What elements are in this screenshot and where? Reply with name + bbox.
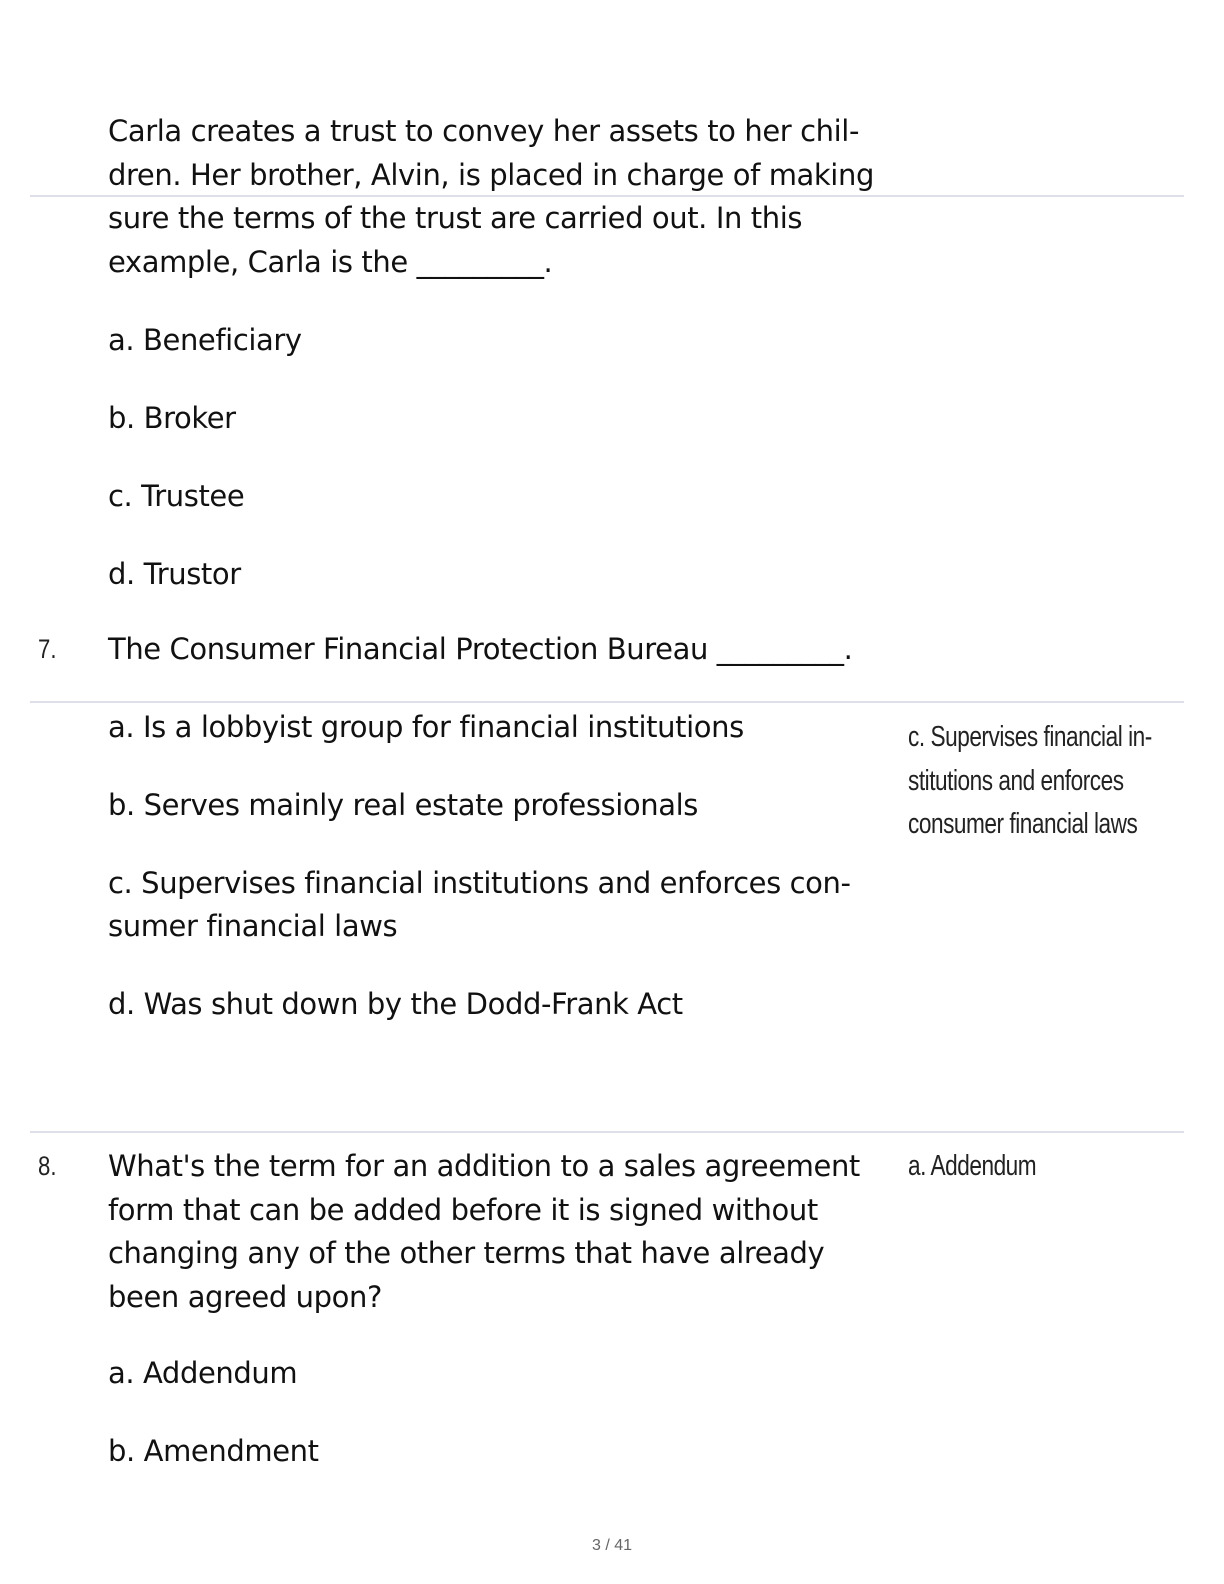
- q7-answer: [908, 716, 1152, 847]
- row-divider: [30, 701, 1184, 703]
- answer-line: consumer financial laws: [908, 808, 1138, 840]
- q7-option-a: a. Is a lobbyist group for financial institutions: [108, 710, 744, 744]
- q8-option-b: b. Amendment: [108, 1434, 319, 1468]
- answer-line: stitutions and enforces: [908, 764, 1124, 797]
- row-divider: [30, 1131, 1184, 1133]
- q7-option-d: d. Was shut down by the Dodd-Frank Act: [108, 987, 683, 1021]
- q6-option-a: a. Beneficiary: [108, 323, 302, 357]
- question-line: been agreed upon?: [108, 1279, 382, 1314]
- question-number: 7.: [38, 634, 57, 664]
- q7-option-b: b. Serves mainly real estate professionals: [108, 788, 698, 822]
- question-line: Carla creates a trust to convey her assets to her chil-: [108, 114, 860, 148]
- option-line: sumer financial laws: [108, 909, 398, 943]
- q6-option-b: b. Broker: [108, 401, 236, 435]
- q8-option-a: a. Addendum: [108, 1356, 298, 1390]
- question-line: sure the terms of the trust are carried out. In this: [108, 201, 803, 235]
- question-line: example, Carla is the _________.: [108, 244, 553, 279]
- question-8-text: [108, 1145, 908, 1319]
- page-number: 3 / 41: [591, 1537, 633, 1554]
- question-number: 8.: [38, 1151, 57, 1181]
- question-line: dren. Her brother, Alvin, is placed in charge of making: [108, 157, 874, 192]
- q8-answer: a. Addendum: [908, 1150, 1037, 1182]
- question-line: changing any of the other terms that have already: [108, 1236, 825, 1270]
- q7-option-c: [108, 862, 898, 948]
- question-7-text: The Consumer Financial Protection Bureau _________.: [108, 632, 853, 666]
- answer-line: c. Supervises financial in-: [908, 721, 1152, 753]
- q6-option-c: c. Trustee: [108, 479, 245, 513]
- q6-option-d: d. Trustor: [108, 557, 241, 591]
- option-line: c. Supervises financial institutions and enforces con-: [108, 866, 851, 900]
- question-line: What's the term for an addition to a sales agreement: [108, 1149, 860, 1183]
- question-line: form that can be added before it is signed without: [108, 1192, 818, 1227]
- row-divider: [30, 195, 1184, 197]
- question-6-text: [108, 110, 908, 284]
